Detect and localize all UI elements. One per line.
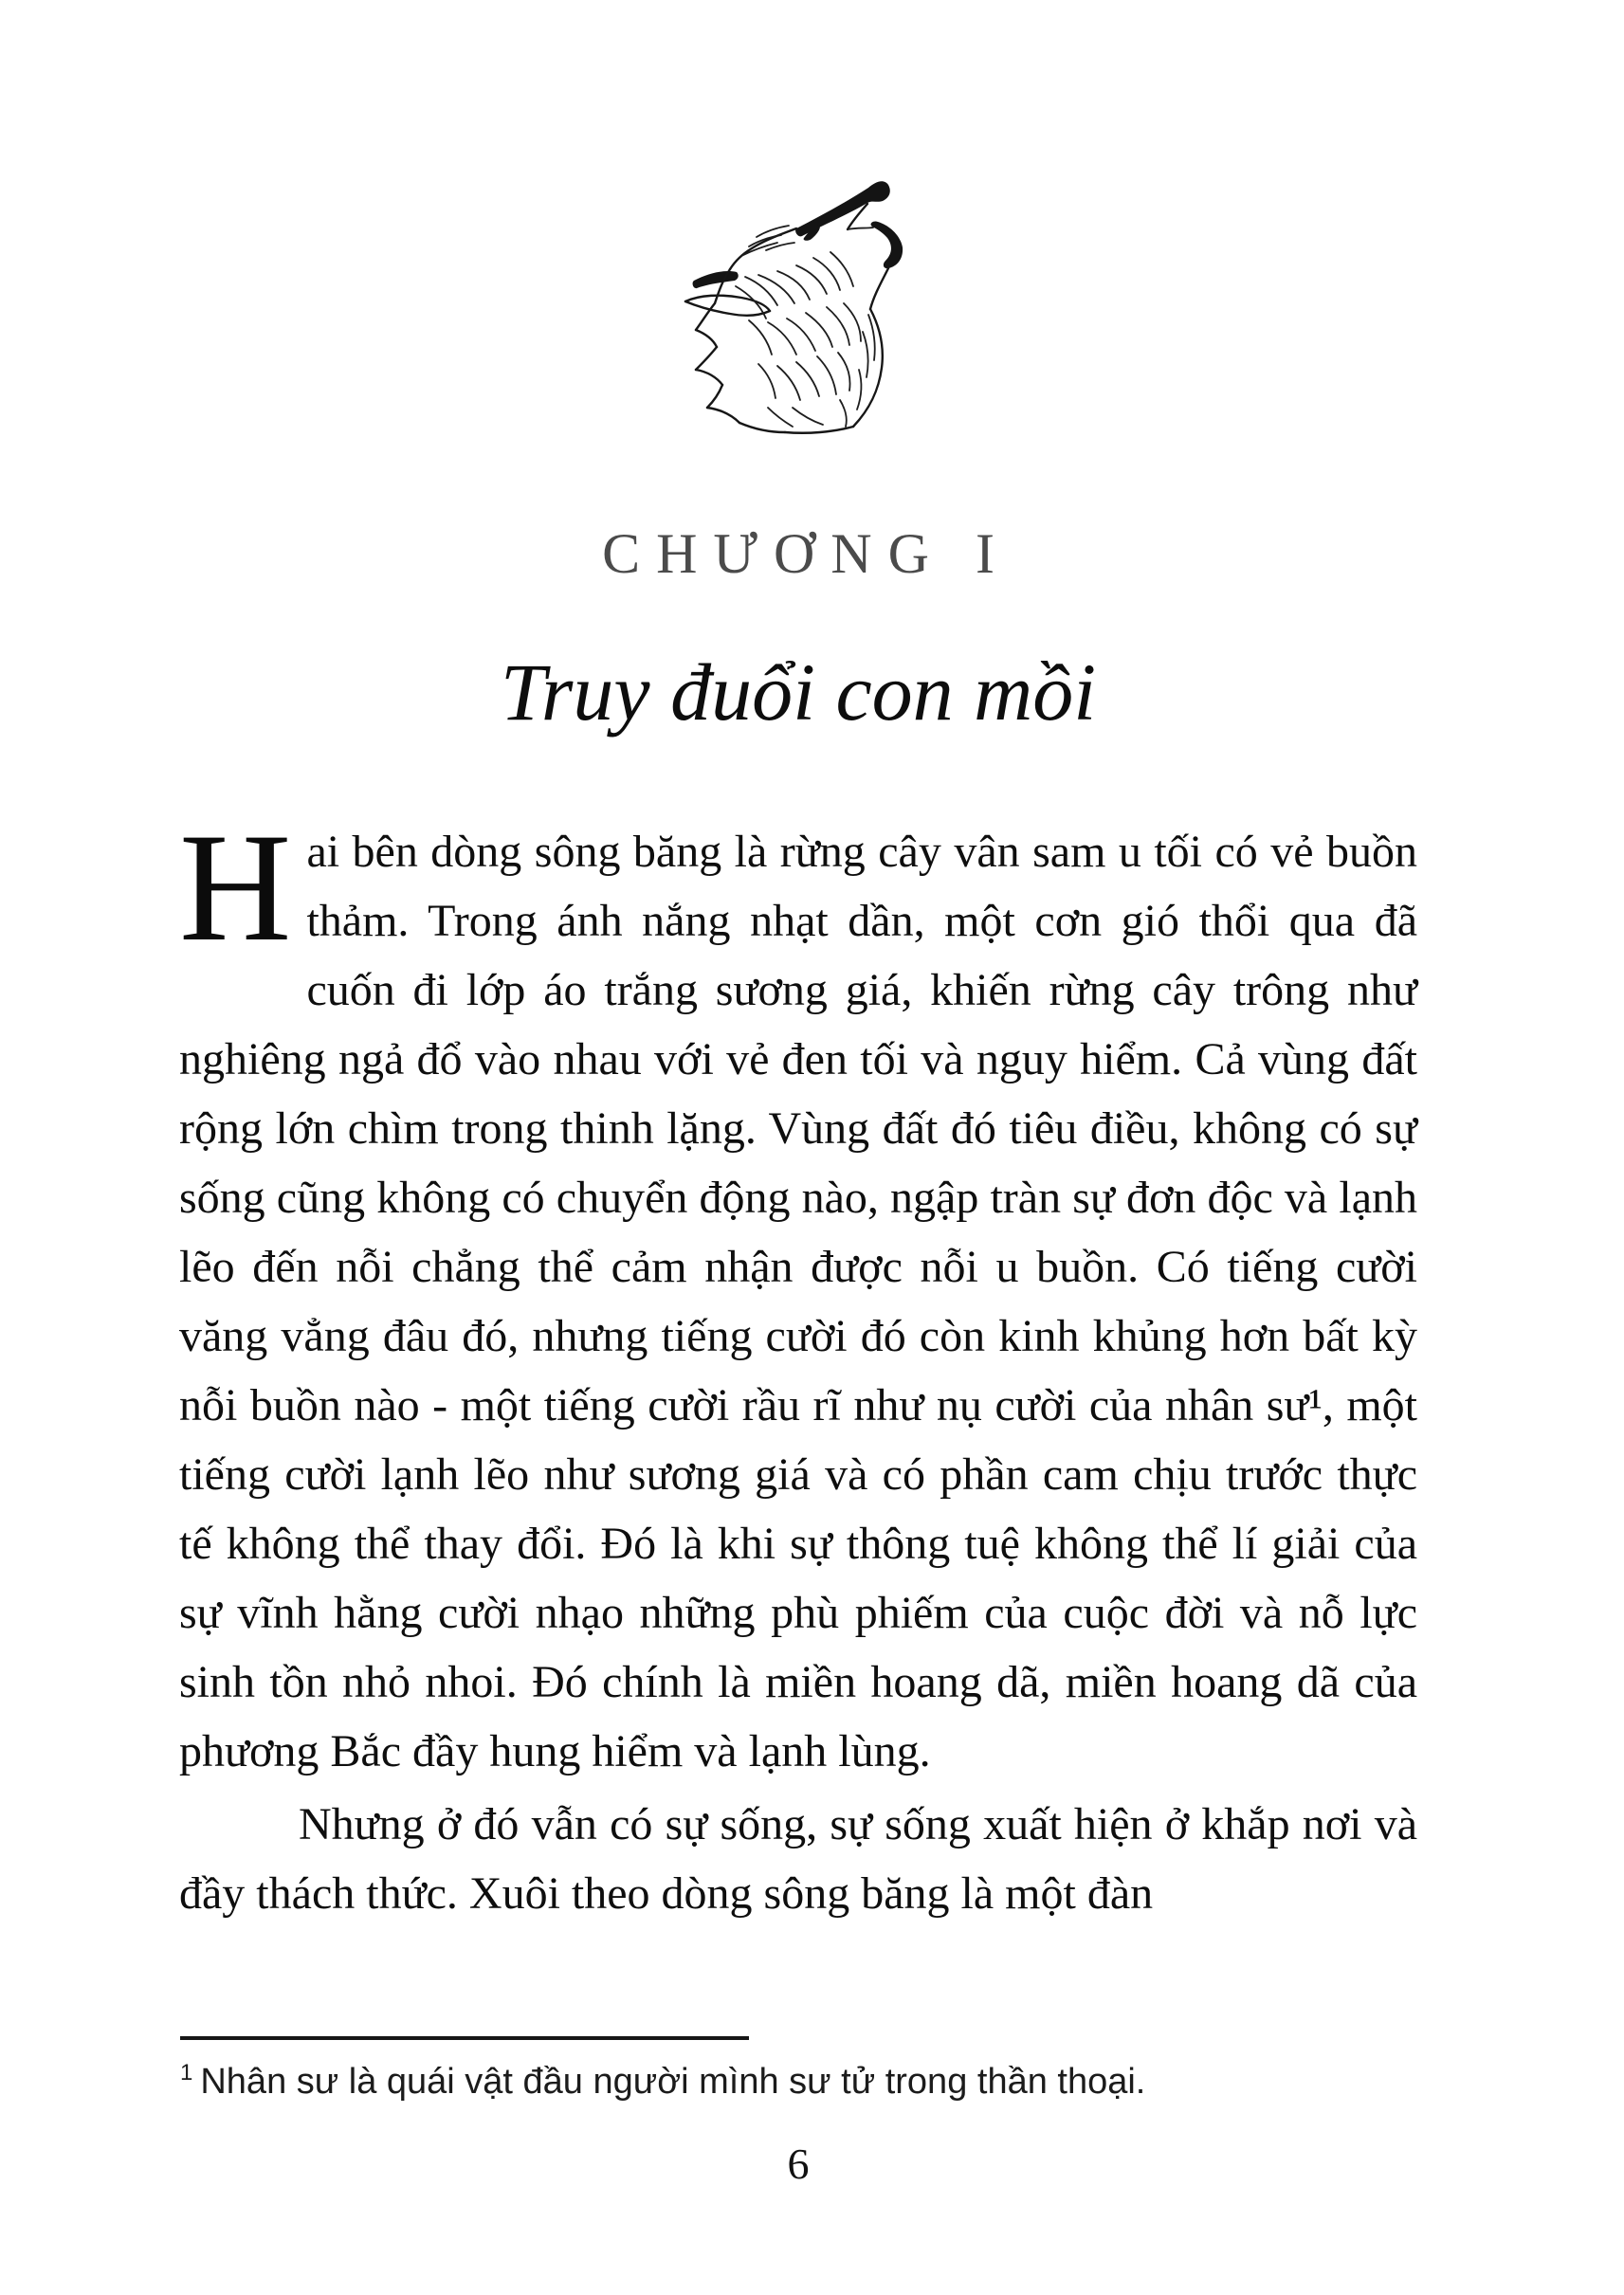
paragraph-1-text: ai bên dòng sông băng là rừng cây vân sam u tối có vẻ buồn thảm. Trong ánh nắng nhạt dần, một cơn gió thổi qua đã cuốn đi lớp áo trắng sương giá, khiến rừng cây trông như nghiêng ngả đổ vào nhau với vẻ đen tối và nguy hiểm. Cả vùng đất rộng lớn chìm trong thinh lặng. Vùng đất đó tiêu điều, không có sự sống cũng không có chuyển động nào, ngập tràn sự đơn độc và lạnh lẽo đến nỗi chẳng thể cảm nhận được nỗi u buồn. Có tiếng cười văng vẳng đâu đó, nhưng tiếng cười đó còn kinh khủng hơn bất kỳ nỗi buồn nào - một tiếng cười rầu rĩ như nụ cười của nhân sư¹, một tiếng cười lạnh lẽo như sương giá và có phần cam chịu trước thực tế không thể thay đổi. Đó là khi sự thông tuệ không thể lí giải của sự vĩnh hằng cười nhạo những phù phiếm của cuộc đời và nỗ lực sinh tồn nhỏ nhoi. Đó chính là miền hoang dã, miền hoang dã của phương Bắc đầy hung hiểm và lạnh lùng. bbox=[179, 827, 1417, 1776]
footnote-marker: 1 bbox=[180, 2060, 193, 2086]
body-text bbox=[179, 802, 1417, 1928]
wolf-illustration bbox=[654, 95, 939, 436]
chapter-title: Truy đuổi con mồi bbox=[500, 647, 1097, 738]
footnote bbox=[180, 2059, 1413, 2104]
footnote-text: Nhân sư là quái vật đầu người mình sư tử trong thần thoại. bbox=[200, 2062, 1146, 2102]
howling-wolf-icon bbox=[654, 95, 939, 436]
paragraph-1 bbox=[179, 802, 1417, 1786]
page-number: 6 bbox=[787, 2140, 810, 2188]
chapter-label: CHƯƠNG I bbox=[602, 522, 1011, 585]
paragraph-2: Nhưng ở đó vẫn có sự sống, sự sống xuất hiện ở khắp nơi và đầy thách thức. Xuôi theo dòng sông băng là một đàn bbox=[179, 1799, 1417, 1919]
dropcap: H bbox=[179, 802, 292, 974]
footnote-separator bbox=[180, 2036, 749, 2040]
